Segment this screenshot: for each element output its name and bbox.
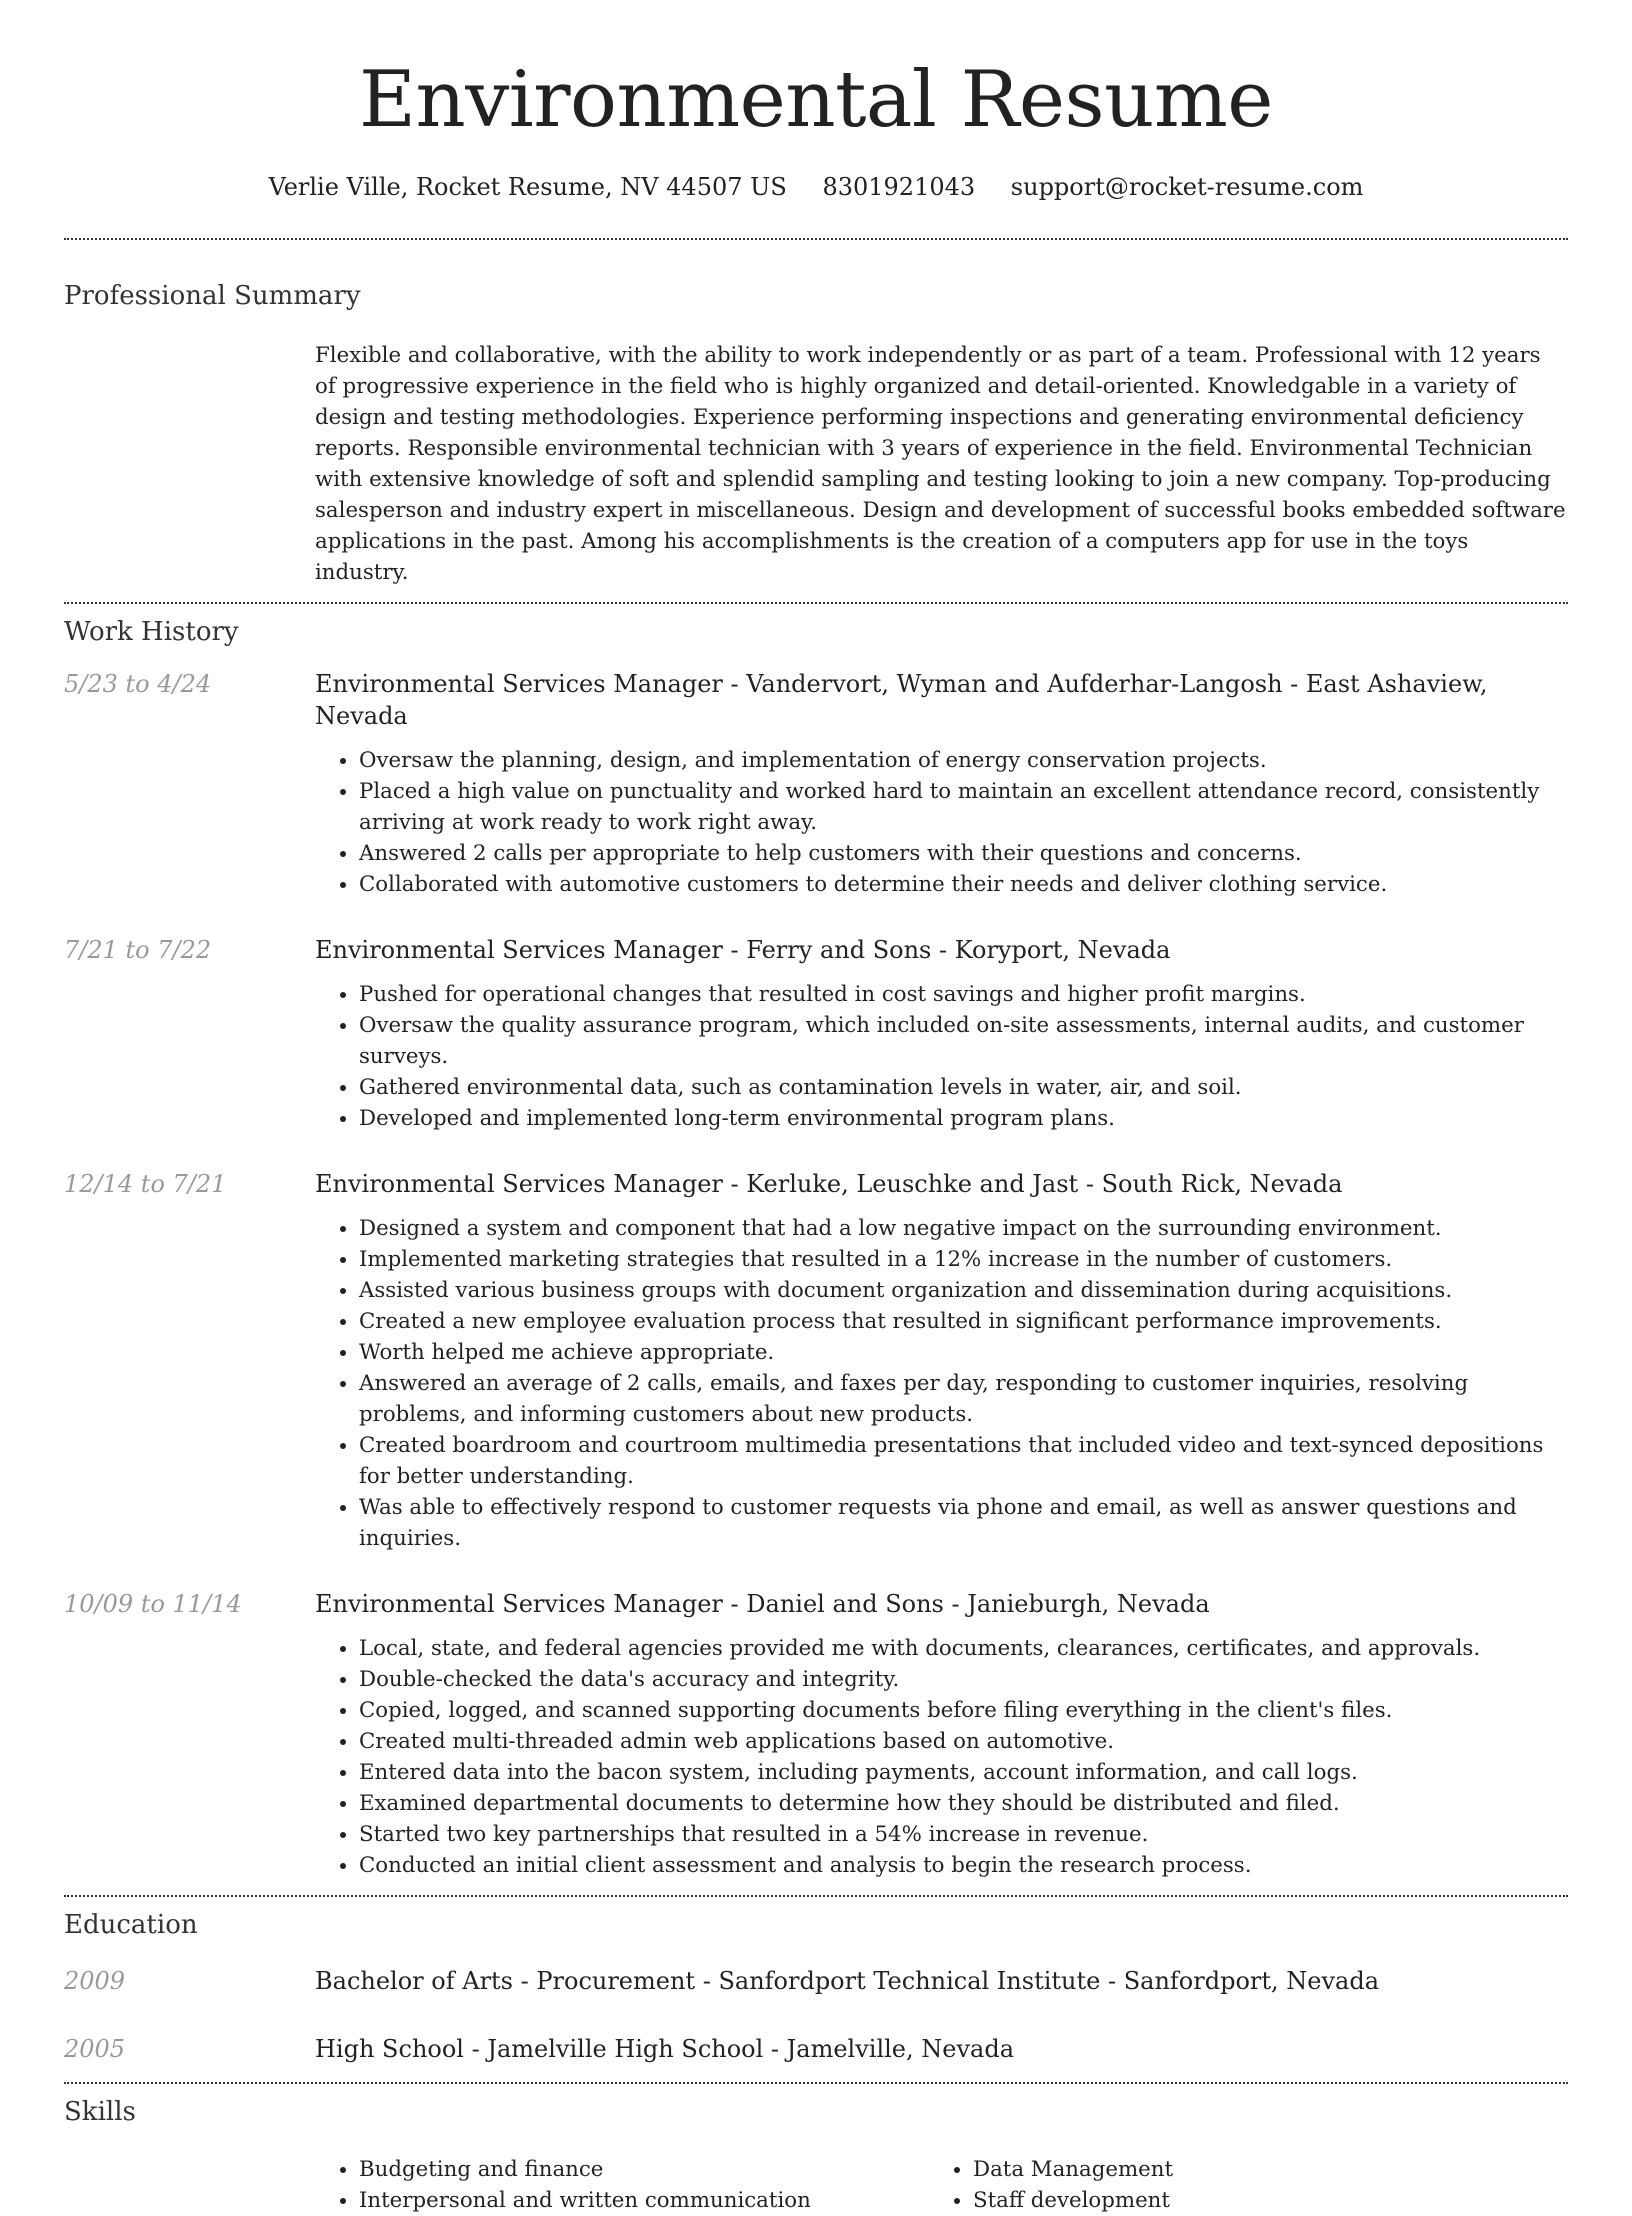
- job-heading: Environmental Services Manager - Daniel and Sons - Janieburgh, Nevada: [315, 1590, 1210, 1618]
- job-bullet: • Developed and implemented long-term environmental program plans.: [359, 1103, 1568, 1134]
- job-dates: 7/21 to 7/22: [64, 936, 212, 964]
- skills-heading: Skills: [64, 2097, 136, 2127]
- education-details: [315, 2033, 1568, 2065]
- job-entry: [64, 1168, 1568, 1554]
- skills-section: [64, 2096, 1568, 2216]
- education-year: 2005: [64, 2035, 126, 2063]
- job-bullets: [315, 1213, 1568, 1554]
- job-bullet: • Placed a high value on punctuality and worked hard to maintain an excellent attendance record, consistently arriving at work ready to work right away.: [359, 776, 1568, 838]
- job-bullet: • Gathered environmental data, such as contamination levels in water, air, and soil.: [359, 1072, 1568, 1103]
- job-bullet: • Was able to effectively respond to customer requests via phone and email, as well as answer questions and inquiries.: [359, 1492, 1568, 1554]
- job-bullet: • Created boardroom and courtroom multimedia presentations that included video and text-synced depositions for better understanding.: [359, 1430, 1568, 1492]
- skills-column-1: [315, 2154, 929, 2216]
- job-bullet: • Entered data into the bacon system, including payments, account information, and call logs.: [359, 1757, 1568, 1788]
- skill-item: • Data Management: [973, 2154, 1173, 2185]
- job-bullet: • Implemented marketing strategies that resulted in a 12% increase in the number of customers.: [359, 1244, 1568, 1275]
- education-heading: Education: [64, 1910, 198, 1940]
- education-year: 2009: [64, 1967, 126, 1995]
- skill-item: • Interpersonal and written communication: [359, 2185, 929, 2216]
- contact-line: [64, 172, 1568, 202]
- education-heading-line: Bachelor of Arts - Procurement - Sanfordport Technical Institute - Sanfordport, Nevada: [315, 1967, 1380, 1995]
- education-section: [64, 1909, 1568, 2065]
- job-bullet: • Pushed for operational changes that resulted in cost savings and higher profit margins.: [359, 979, 1568, 1010]
- resume-title: Environmental Resume: [359, 55, 1273, 145]
- summary-section: [64, 280, 1568, 588]
- job-details: [315, 668, 1568, 900]
- skill-item: • Budgeting and finance: [359, 2154, 929, 2185]
- job-bullets: [315, 979, 1568, 1134]
- skills-list: [315, 2154, 1568, 2216]
- job-heading: Environmental Services Manager - Vandervort, Wyman and Aufderhar-Langosh - East Ashaview, Nevada: [315, 670, 1488, 730]
- job-bullet: • Answered an average of 2 calls, emails, and faxes per day, responding to customer inquiries, resolving problems, and informing customers about new products.: [359, 1368, 1568, 1430]
- job-bullet: • Conducted an initial client assessment and analysis to begin the research process.: [359, 1850, 1568, 1881]
- job-bullet: • Created a new employee evaluation process that resulted in significant performance improvements.: [359, 1306, 1568, 1337]
- job-bullet: • Answered 2 calls per appropriate to help customers with their questions and concerns.: [359, 838, 1568, 869]
- job-bullet: • Collaborated with automotive customers to determine their needs and deliver clothing service.: [359, 869, 1568, 900]
- job-bullets: [315, 1633, 1568, 1881]
- header-divider: [64, 238, 1568, 240]
- summary-text: Flexible and collaborative, with the ability to work independently or as part of a team. Professional with 12 years of progressive experience in the field who is highly organized and detail-oriented. Knowledgable in a variety of design and testing methodologies. Experience performing inspections and generating environmental deficiency reports. Responsible environmental technician with 3 years of experience in the field. Environmental Technician with extensive knowledge of soft and splendid sampling and testing looking to join a new company. Top-producing salesperson and industry expert in miscellaneous. Design and development of successful books embedded software applications in the past. Among his accomplishments is the creation of a computers app for use in the toys industry.: [315, 343, 1566, 585]
- job-details: [315, 934, 1568, 1134]
- job-entry: [64, 934, 1568, 1134]
- skills-column-2: [929, 2154, 1173, 2216]
- job-details: [315, 1588, 1568, 1881]
- summary-heading: Professional Summary: [64, 281, 361, 311]
- job-entry: [64, 668, 1568, 900]
- education-divider: [64, 2082, 1568, 2084]
- job-details: [315, 1168, 1568, 1554]
- job-dates: 10/09 to 11/14: [64, 1590, 242, 1618]
- education-heading-line: High School - Jamelville High School - Jamelville, Nevada: [315, 2035, 1015, 2063]
- job-entry: [64, 1588, 1568, 1881]
- job-dates: 5/23 to 4/24: [64, 670, 212, 698]
- job-bullets: [315, 745, 1568, 900]
- skill-item: • Staff development: [973, 2185, 1173, 2216]
- job-bullet: • Examined departmental documents to determine how they should be distributed and filed.: [359, 1788, 1568, 1819]
- job-bullet: • Created multi-threaded admin web applications based on automotive.: [359, 1726, 1568, 1757]
- job-heading: Environmental Services Manager - Ferry and Sons - Koryport, Nevada: [315, 936, 1171, 964]
- work-history-section: [64, 616, 1568, 1881]
- work-divider: [64, 1895, 1568, 1897]
- contact-phone: 8301921043: [822, 173, 976, 201]
- job-bullet: • Local, state, and federal agencies provided me with documents, clearances, certificates, and approvals.: [359, 1633, 1568, 1664]
- education-details: [315, 1965, 1568, 1997]
- job-bullet: • Oversaw the quality assurance program, which included on-site assessments, internal audits, and customer surveys.: [359, 1010, 1568, 1072]
- contact-email: support@rocket-resume.com: [1010, 173, 1364, 201]
- job-dates: 12/14 to 7/21: [64, 1170, 227, 1198]
- job-bullet: • Worth helped me achieve appropriate.: [359, 1337, 1568, 1368]
- job-bullet: • Designed a system and component that had a low negative impact on the surrounding environment.: [359, 1213, 1568, 1244]
- job-bullet: • Copied, logged, and scanned supporting documents before filing everything in the client's files.: [359, 1695, 1568, 1726]
- job-bullet: • Assisted various business groups with document organization and dissemination during acquisitions.: [359, 1275, 1568, 1306]
- job-bullet: • Double-checked the data's accuracy and integrity.: [359, 1664, 1568, 1695]
- education-entry: [64, 1965, 1568, 1997]
- work-history-heading: Work History: [64, 617, 239, 647]
- job-bullet: • Oversaw the planning, design, and implementation of energy conservation projects.: [359, 745, 1568, 776]
- education-entry: [64, 2033, 1568, 2065]
- contact-address: Verlie Ville, Rocket Resume, NV 44507 US: [268, 173, 787, 201]
- summary-divider: [64, 602, 1568, 604]
- job-bullet: • Started two key partnerships that resulted in a 54% increase in revenue.: [359, 1819, 1568, 1850]
- job-heading: Environmental Services Manager - Kerluke, Leuschke and Jast - South Rick, Nevada: [315, 1170, 1343, 1198]
- resume-header: [64, 0, 1568, 202]
